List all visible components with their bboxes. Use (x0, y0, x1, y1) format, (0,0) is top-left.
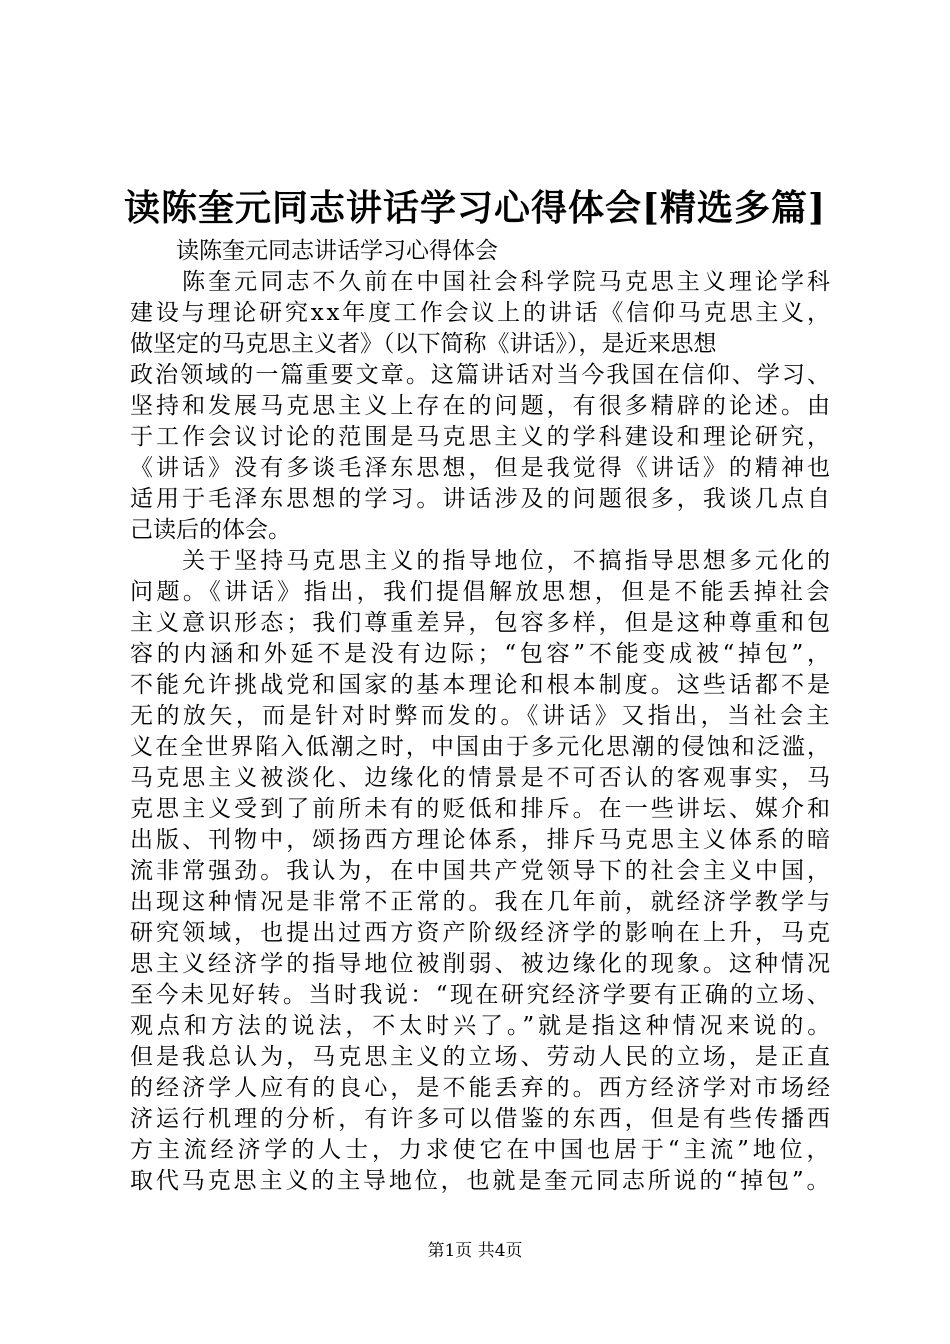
body-line: 政治领域的一篇重要文章。这篇讲话对当今我国在信仰、学习、 (130, 362, 833, 388)
document-body (130, 236, 835, 1197)
page-indicator: 第1页 共4页 (427, 1241, 523, 1261)
body-line: 济运行机理的分析，有许多可以借鉴的东西，但是有些传播西 (130, 1106, 834, 1132)
body-line: 问题。《讲话》指出，我们提倡解放思想，但是不能丢掉社会 (130, 579, 833, 605)
body-line: 至今未见好转。当时我说：“现在研究经济学要有正确的立场、 (130, 982, 833, 1008)
body-line: 义在全世界陷入低潮之时，中国由于多元化思潮的侵蚀和泛滥， (130, 734, 833, 760)
body-line: 观点和方法的说法，不太时兴了。”就是指这种情况来说的。 (130, 1013, 835, 1039)
body-line: 流非常强劲。我认为，在中国共产党领导下的社会主义中国， (130, 858, 834, 884)
body-line: 《讲话》没有多谈毛泽东思想，但是我觉得《讲话》的精神也 (130, 455, 834, 481)
body-line: 研究领域，也提出过西方资产阶级经济学的影响在上升，马克 (130, 920, 834, 946)
body-line: 关于坚持马克思主义的指导地位，不搞指导思想多元化的 (130, 548, 834, 574)
body-line: 无的放矢，而是针对时弊而发的。《讲话》又指出，当社会主 (130, 703, 833, 729)
body-line: 建设与理论研究xx年度工作会议上的讲话《信仰马克思主义， (130, 300, 833, 326)
body-line: 己读后的体会。 (130, 517, 291, 543)
body-line: 陈奎元同志不久前在中国社会科学院马克思主义理论学科 (130, 269, 834, 295)
body-line: 坚持和发展马克思主义上存在的问题，有很多精辟的论述。由 (130, 393, 834, 419)
body-line: 但是我总认为，马克思主义的立场、劳动人民的立场，是正直 (130, 1044, 834, 1070)
body-line: 马克思主义被淡化、边缘化的情景是不可否认的客观事实，马 (130, 765, 834, 791)
body-line: 的经济学人应有的良心，是不能丢弃的。西方经济学对市场经 (130, 1075, 834, 1101)
body-line: 取代马克思主义的主导地位，也就是奎元同志所说的“掉包”。 (130, 1168, 833, 1194)
body-line: 读陈奎元同志讲话学习心得体会 (130, 238, 498, 264)
body-line: 适用于毛泽东思想的学习。讲话涉及的问题很多，我谈几点自 (130, 486, 834, 512)
body-line: 出版、刊物中，颂扬西方理论体系，排斥马克思主义体系的暗 (130, 827, 834, 853)
body-line: 方主流经济学的人士，力求使它在中国也居于“主流”地位， (130, 1137, 834, 1163)
body-line: 做坚定的马克思主义者》（以下简称《讲话》），是近来思想 (130, 331, 717, 357)
body-line: 主义意识形态；我们尊重差异，包容多样，但是这种尊重和包 (130, 610, 834, 636)
body-line: 克思主义受到了前所未有的贬低和排斥。在一些讲坛、媒介和 (130, 796, 834, 822)
body-line: 出现这种情况是非常不正常的。我在几年前，就经济学教学与 (130, 889, 834, 915)
body-line: 于工作会议讨论的范围是马克思主义的学科建设和理论研究， (130, 424, 834, 450)
body-line: 容的内涵和外延不是没有边际；“包容”不能变成被“掉包”， (130, 641, 834, 667)
body-line: 思主义经济学的指导地位被削弱、被边缘化的现象。这种情况 (130, 951, 834, 977)
document-title: 读陈奎元同志讲话学习心得体会[精选多篇] (123, 187, 827, 229)
body-line: 不能允许挑战党和国家的基本理论和根本制度。这些话都不是 (130, 672, 834, 698)
